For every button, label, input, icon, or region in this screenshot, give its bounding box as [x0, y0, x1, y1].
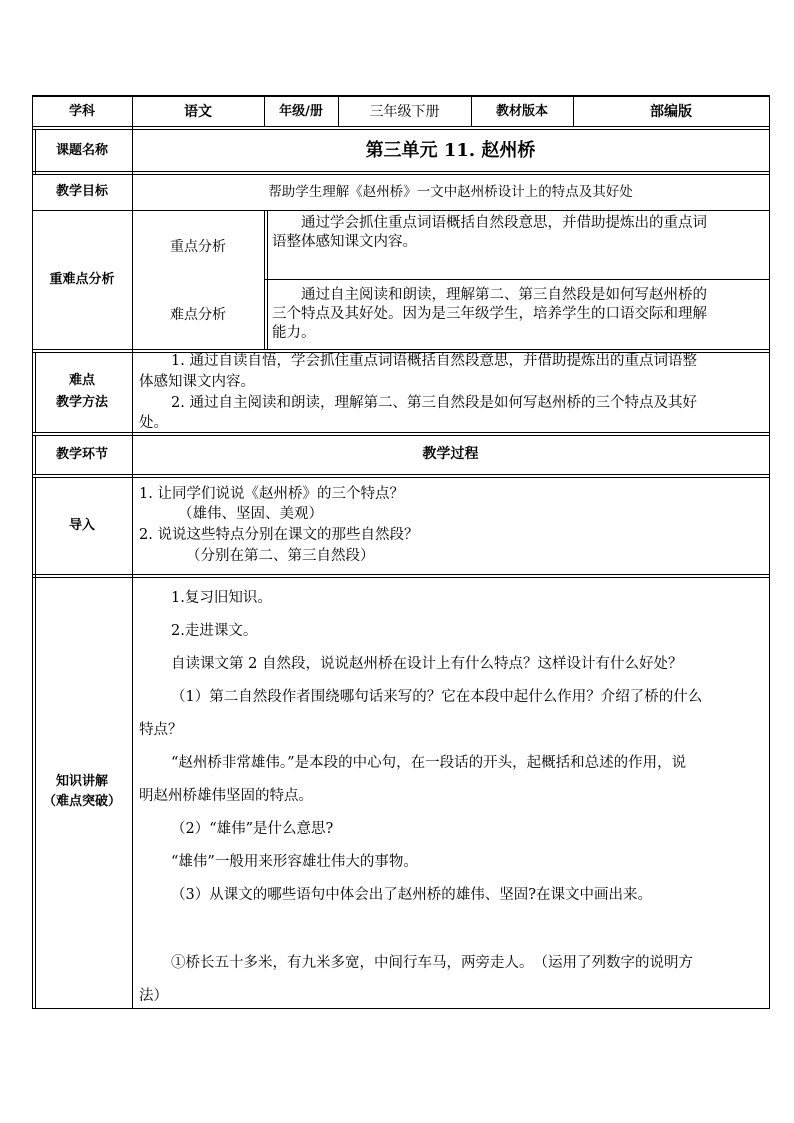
subject-value: 语文: [184, 104, 212, 120]
table-top-border: [32, 95, 770, 97]
lesson-label: 课题名称: [55, 143, 108, 158]
lesson-title: 第三单元 11. 赵州桥: [365, 140, 536, 161]
goal-label: 教学目标: [55, 184, 108, 199]
methods-line-4: 处。: [139, 415, 168, 431]
methods-label-2: 教学方法: [55, 395, 108, 410]
knowledge-line-7: 明赵州桥雄伟坚固的特点。: [139, 788, 313, 804]
subject-label: 学科: [68, 104, 95, 119]
hard-analysis-line-2: 三个特点及其好处。因为是三年级学生，培养学生的口语交际和理解: [272, 306, 707, 322]
intro-line-1: 1. 让同学们说说《赵州桥》的三个特点？: [139, 486, 404, 502]
intro-line-4: （分别在第二、第三自然段）: [186, 548, 375, 564]
goal-text: 帮助学生理解《赵州桥》一文中赵州桥设计上的特点及其好处: [268, 184, 633, 200]
knowledge-line-6: “赵州桥非常雄伟。”是本段的中心句，在一段话的开头，起概括和总述的作用，说: [171, 755, 687, 771]
knowledge-label-1: 知识讲解: [55, 774, 108, 789]
key-analysis-label: 重点分析: [170, 239, 226, 255]
intro-line-3: 2. 说说这些特点分别在课文的那些自然段？: [139, 527, 419, 543]
hard-analysis-line-3: 能力。: [272, 325, 316, 341]
edition-label: 教材版本: [495, 104, 548, 119]
knowledge-line-5: 特点？: [139, 722, 183, 738]
methods-label-1: 难点: [68, 373, 95, 388]
process-title: 教学过程: [422, 446, 479, 462]
knowledge-line-10: （3）从课文的哪些语句中体会出了赵州桥的雄伟、坚固?在课文中画出来。: [171, 887, 652, 903]
edition-value: 部编版: [650, 104, 692, 120]
knowledge-line-1: 1.复习旧知识。: [171, 590, 272, 606]
table-right-border: [769, 95, 770, 1009]
knowledge-line-9: “雄伟”一般用来形容雄壮伟大的事物。: [171, 854, 418, 870]
key-analysis-line-2: 语整体感知课文内容。: [272, 234, 417, 250]
knowledge-line-4: （1）第二自然段作者围绕哪句话来写的？它在本段中起什么作用？介绍了桥的什么: [171, 689, 703, 705]
hard-analysis-label: 难点分析: [170, 307, 226, 323]
grade-label: 年级/册: [279, 104, 323, 119]
intro-label: 导入: [68, 518, 95, 533]
knowledge-line-11: ①桥长五十多米，有九米多宽，中间行车马，两旁走人。 （运用了列数字的说明方: [171, 955, 693, 971]
methods-line-2: 体感知课文内容。: [139, 374, 255, 390]
methods-line-1: 1. 通过自读自悟，学会抓住重点词语概括自然段意思，并借助提炼出的重点词语整: [171, 353, 697, 369]
intro-line-2: （雄伟、坚固、美观）: [178, 506, 323, 522]
hard-analysis-line-1: 通过自主阅读和朗读，理解第二、第三自然段是如何写赵州桥的: [301, 287, 707, 303]
knowledge-line-8: （2）“雄伟”是什么意思?: [171, 821, 334, 837]
process-label: 教学环节: [55, 447, 108, 462]
key-analysis-line-1: 通过学会抓住重点词语概括自然段意思，并借助提炼出的重点词: [301, 215, 707, 231]
analysis-label: 重难点分析: [49, 272, 115, 287]
knowledge-line-3: 自读课文第 2 自然段，说说赵州桥在设计上有什么特点？这样设计有什么好处？: [171, 656, 683, 672]
table-left-border: [32, 95, 33, 1009]
knowledge-line-2: 2.走进课文。: [171, 623, 258, 639]
grade-value: 三年级下册: [369, 104, 440, 120]
methods-line-3: 2. 通过自主阅读和朗读，理解第二、第三自然段是如何写赵州桥的三个特点及其好: [171, 395, 697, 411]
knowledge-label-2: （难点突破）: [42, 794, 121, 809]
knowledge-line-12: 法）: [139, 988, 168, 1004]
